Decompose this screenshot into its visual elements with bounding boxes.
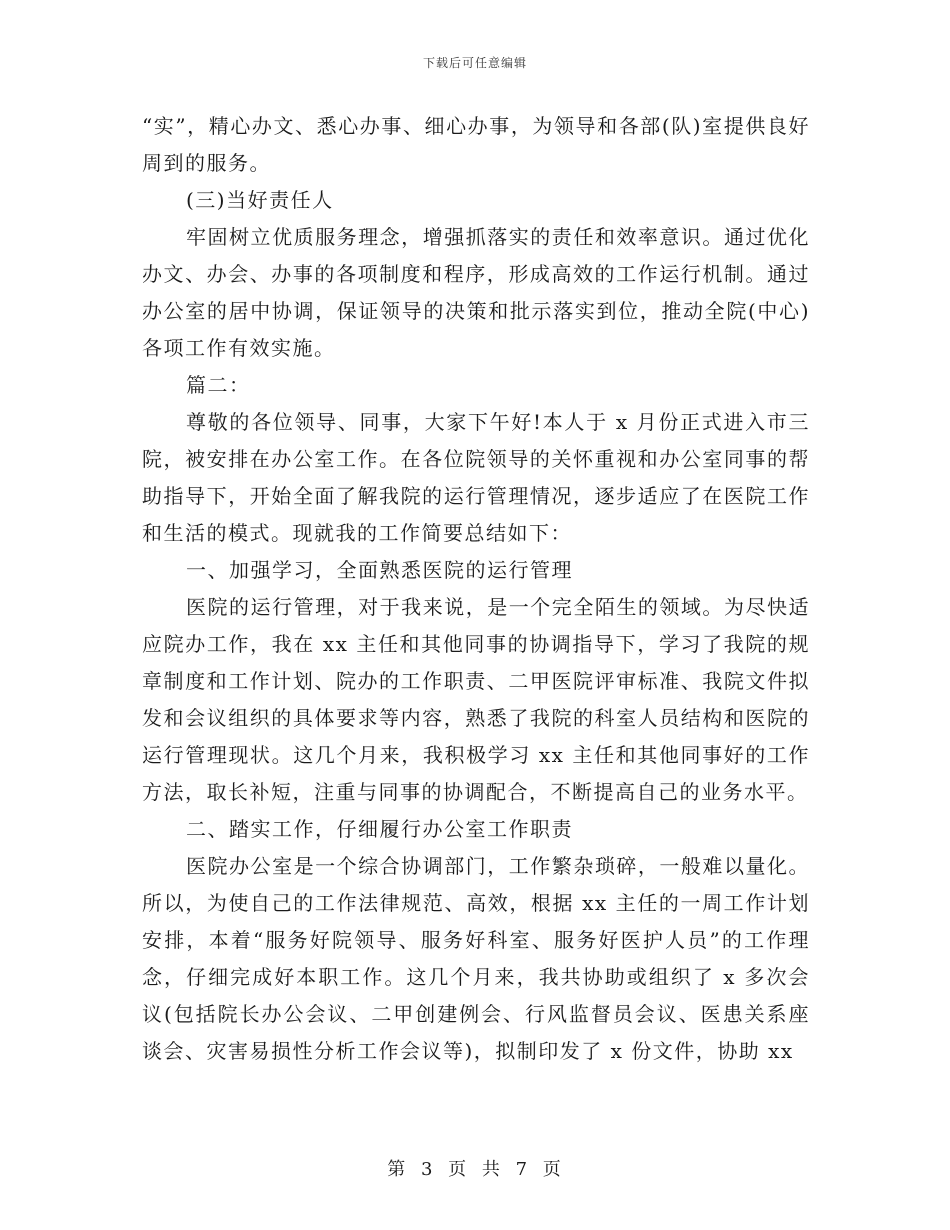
document-body [142, 108, 810, 1070]
section-heading-2: 二、踏实工作，仔细履行办公室工作职责 [186, 817, 573, 841]
paragraph-learning: 医院的运行管理，对于我来说，是一个完全陌生的领域。为尽快适应院办工作，我在 xx 主任和其他同事的协调指导下，学习了我院的规章制度和工作计划、院办的工作职责、二甲医院评审标准、我院文件拟发和会议组织的具体要求等内容，熟悉了我院的科室人员结构和医院的运行管理现状。这几个月来，我积极学习 xx 主任和其他同事好的工作方法，取长补短，注重与同事的协调配合，不断提高自己的业务水平。 [142, 595, 810, 804]
section-heading-3: (三)当好责任人 [186, 188, 334, 212]
paragraph-greeting: 尊敬的各位领导、同事，大家下午好!本人于 x 月份正式进入市三院，被安排在办公室工作。在各位院领导的关怀重视和办公室同事的帮助指导下，开始全面了解我院的运行管理情况，逐步适应了在医院工作和生活的模式。现就我的工作简要总结如下： [142, 410, 810, 545]
paragraph-continuation: “实”，精心办文、悉心办事、细心办事，为领导和各部(队)室提供良好周到的服务。 [142, 114, 810, 175]
paragraph-office-duties: 医院办公室是一个综合协调部门，工作繁杂琐碎，一般难以量化。所以，为使自己的工作法律规范、高效，根据 xx 主任的一周工作计划安排，本着“服务好院领导、服务好科室、服务好医护人员”的工作理念，仔细完成好本职工作。这几个月来，我共协助或组织了 x 多次会议(包括院长办公会议、二甲创建例会、行风监督员会议、医患关系座谈会、灾害易损性分析工作会议等)，拟制印发了 x 份文件，协助 xx [142, 854, 810, 1063]
section-heading-1: 一、加强学习，全面熟悉医院的运行管理 [186, 558, 573, 582]
part-two-heading: 篇二： [186, 373, 251, 397]
paragraph-responsibility: 牢固树立优质服务理念，增强抓落实的责任和效率意识。通过优化办文、办会、办事的各项制度和程序，形成高效的工作运行机制。通过办公室的居中协调，保证领导的决策和批示落实到位，推动全院(中心)各项工作有效实施。 [142, 225, 810, 360]
page-number-footer: 第 3 页 共 7 页 [387, 1159, 563, 1180]
header-note: 下载后可任意编辑 [422, 56, 527, 70]
